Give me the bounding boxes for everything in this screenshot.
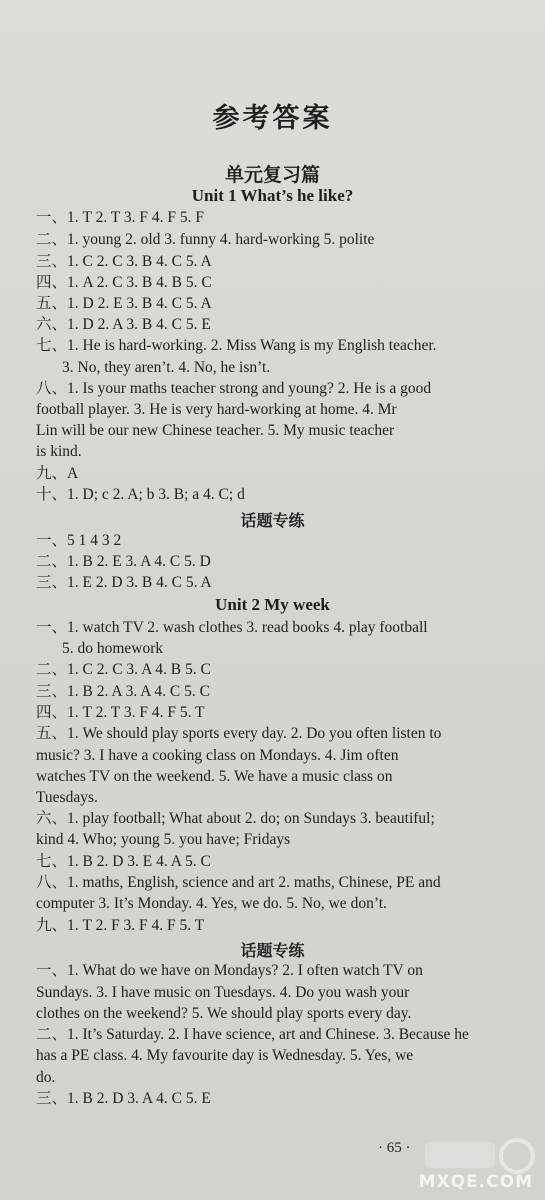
u2-line: 三、1. B 2. A 3. A 4. C 5. C (36, 683, 210, 700)
u2-line: kind 4. Who; young 5. you have; Fridays (36, 831, 291, 848)
u2-line: 四、1. T 2. T 3. F 4. F 5. T (36, 704, 205, 721)
page-number: · 65 · (378, 1140, 411, 1156)
u1-line: 七、1. He is hard-working. 2. Miss Wang is my English teacher. (36, 337, 437, 354)
unit2-title: Unit 2 My week (215, 595, 330, 614)
u2-line: computer 3. It’s Monday. 4. Yes, we do. 5. No, we don’t. (36, 895, 387, 912)
u2-line: 九、1. T 2. F 3. F 4. F 5. T (36, 917, 205, 934)
u2-line: 一、1. watch TV 2. wash clothes 3. read books 4. play football (36, 619, 428, 636)
u2-line: 八、1. maths, English, science and art 2. maths, Chinese, PE and (36, 874, 441, 891)
u1-line: 一、1. T 2. T 3. F 4. F 5. F (36, 209, 204, 226)
u1-line: 二、1. young 2. old 3. funny 4. hard-working 5. polite (36, 231, 375, 248)
t1-line: 一、5 1 4 3 2 (36, 532, 122, 549)
u2-line: music? 3. I have a cooking class on Mondays. 4. Jim often (36, 747, 399, 764)
u1-line: 3. No, they aren’t. 4. No, he isn’t. (62, 359, 271, 376)
u2-line: 五、1. We should play sports every day. 2. Do you often listen to (36, 725, 442, 742)
t2-line: 一、1. What do we have on Mondays? 2. I often watch TV on (36, 962, 423, 979)
u1-line: football player. 3. He is very hard-working at home. 4. Mr (36, 401, 397, 418)
t1-line: 三、1. E 2. D 3. B 4. C 5. A (36, 574, 212, 591)
u1-line: 八、1. Is your maths teacher strong and young? 2. He is a good (36, 380, 432, 397)
u1-line: 五、1. D 2. E 3. B 4. C 5. A (36, 295, 212, 312)
u1-line: 四、1. A 2. C 3. B 4. B 5. C (36, 274, 212, 291)
u1-line: is kind. (36, 443, 82, 460)
topic-practice-title-1: 话题专练 (240, 511, 305, 530)
t2-line: do. (36, 1069, 56, 1086)
watermark-text: MXQE.COM (418, 1172, 533, 1192)
t2-line: 二、1. It’s Saturday. 2. I have science, art and Chinese. 3. Because he (36, 1026, 469, 1043)
u1-line: Lin will be our new Chinese teacher. 5. My music teacher (36, 422, 395, 439)
t1-line: 二、1. B 2. E 3. A 4. C 5. D (36, 553, 211, 570)
u2-line: 5. do homework (62, 640, 164, 657)
u1-line: 六、1. D 2. A 3. B 4. C 5. E (36, 316, 211, 333)
page-title: 参考答案 (212, 103, 333, 134)
t2-line: Sundays. 3. I have music on Tuesdays. 4. Do you wash your (36, 984, 410, 1001)
u1-line: 九、A (36, 465, 79, 482)
u2-line: watches TV on the weekend. 5. We have a music class on (36, 768, 393, 785)
unit1-title: Unit 1 What’s he like? (191, 186, 354, 205)
topic-practice-title-2: 话题专练 (240, 941, 305, 960)
u1-line: 三、1. C 2. C 3. B 4. C 5. A (36, 253, 212, 270)
t2-line: has a PE class. 4. My favourite day is Wednesday. 5. Yes, we (36, 1047, 414, 1064)
u2-line: 七、1. B 2. D 3. E 4. A 5. C (36, 853, 211, 870)
t2-line: 三、1. B 2. D 3. A 4. C 5. E (36, 1090, 211, 1107)
t2-line: clothes on the weekend? 5. We should play sports every day. (36, 1005, 412, 1022)
u2-line: 六、1. play football; What about 2. do; on Sundays 3. beautiful; (36, 810, 435, 827)
u2-line: 二、1. C 2. C 3. A 4. B 5. C (36, 661, 211, 678)
section-title-unit-review: 单元复习篇 (224, 164, 320, 186)
u2-line: Tuesdays. (36, 789, 98, 806)
u1-line: 十、1. D; c 2. A; b 3. B; a 4. C; d (36, 486, 245, 503)
